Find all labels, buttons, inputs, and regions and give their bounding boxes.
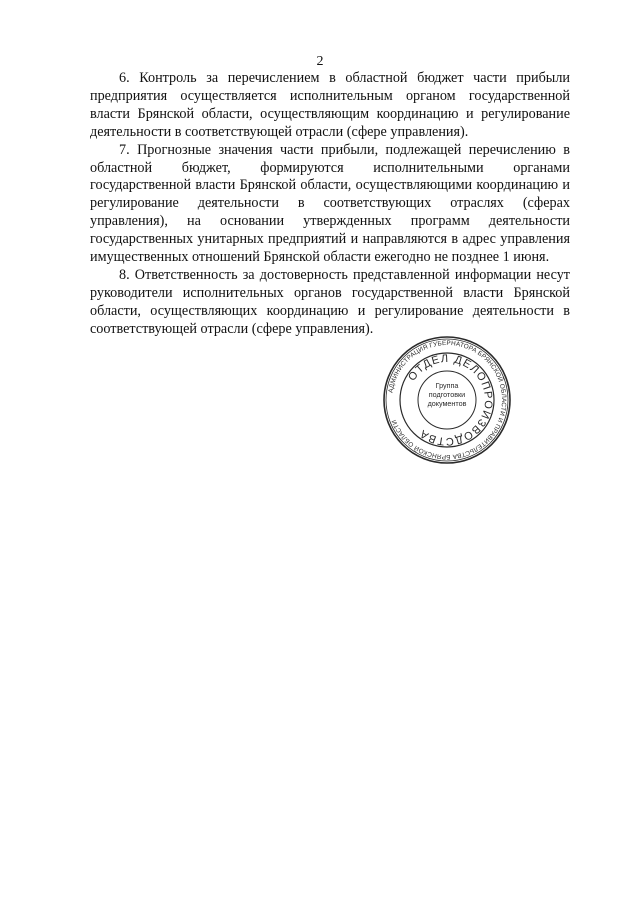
stamp-center-text: Группа подготовки документов: [427, 381, 467, 408]
paragraph-8: 8. Ответственность за достоверность представленной информации несут руководители исполнительных органов государственной власти Брянской области, осуществляющих координацию и регулирование деятельности в соответствующей отрасли (сфере управления).: [90, 266, 570, 337]
page-number: 2: [316, 54, 324, 69]
official-stamp: [382, 335, 512, 465]
document-body: [90, 70, 570, 339]
stamp-outer-text: АДМИНИСТРАЦИЯ ГУБЕРНАТОРА БРЯНСКОЙ ОБЛАСТИ И ПРАВИТЕЛЬСТВА БРЯНСКОЙ ОБЛАСТИ: [387, 339, 508, 461]
paragraph-7: 7. Прогнозные значения части прибыли, подлежащей перечислению в областной бюджет, формируются исполнительными органами государственной власти Брянской области, осуществляющими координацию и регулирование деятельности в соответствующих отраслях (сферах управления), на основании утвержденных программ деятельности государственных унитарных предприятий и направляются в адрес управления имущественных отношений Брянской области ежегодно не позднее 1 июня.: [90, 141, 570, 266]
stamp-inner-text: ОТДЕЛ ДЕЛОПРОИЗВОДСТВА: [406, 352, 495, 448]
paragraph-6: 6. Контроль за перечислением в областной бюджет части прибыли предприятия осуществляется исполнительным органом государственной власти Брянской области, осуществляющим координацию и регулирование деятельности в соответствующей отрасли (сфере управления).: [90, 70, 570, 140]
